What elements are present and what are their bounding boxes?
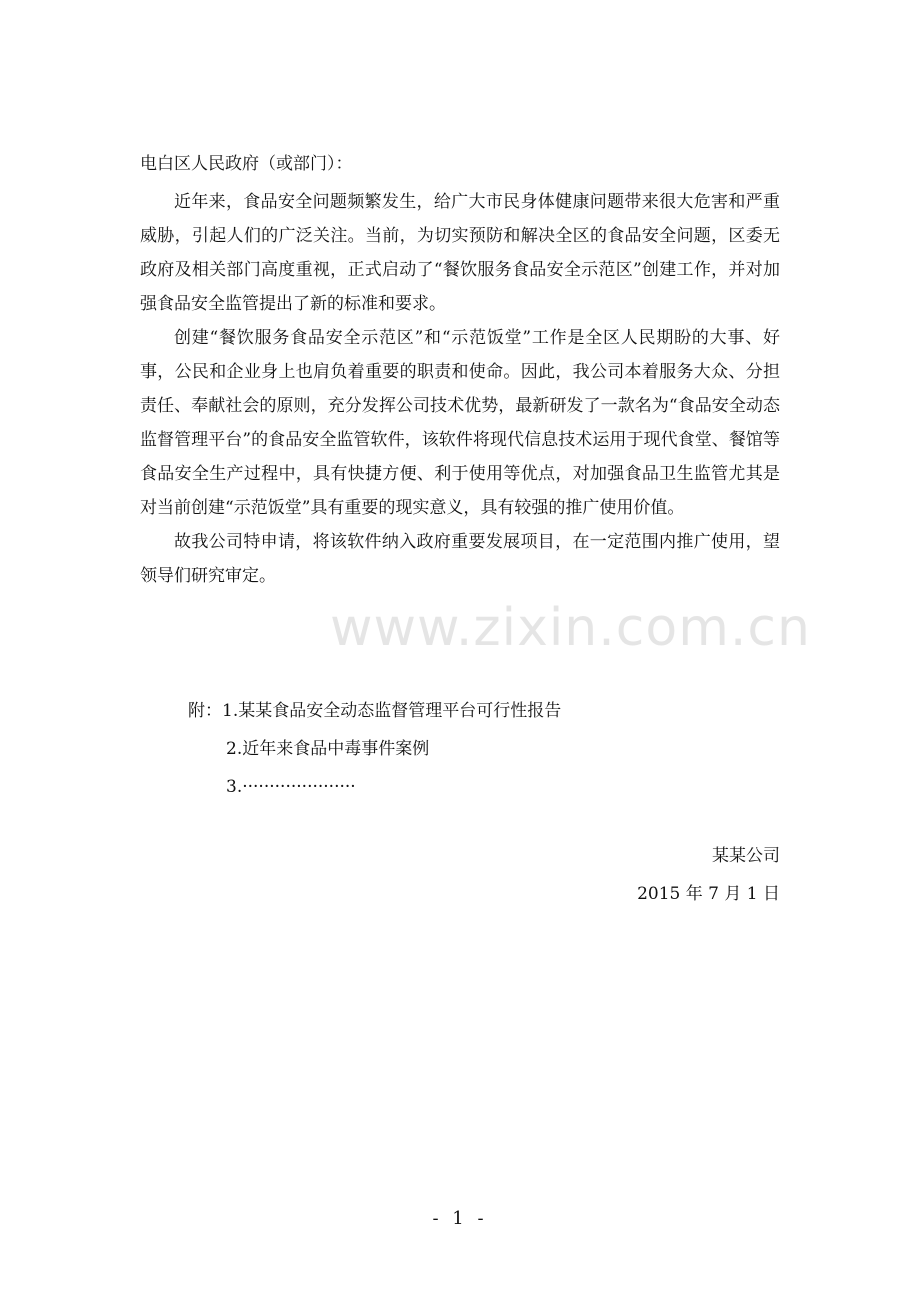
- attachment-item: [188, 768, 561, 806]
- signature-block: [637, 837, 780, 913]
- page-number: - 1 -: [432, 1208, 488, 1229]
- attachment-item: [188, 730, 561, 768]
- watermark: www.zixin.com.cn: [330, 598, 811, 658]
- paragraph-3: 故我公司特申请，将该软件纳入政府重要发展项目，在一定范围内推广使用，望领导们研究审定。: [140, 532, 780, 586]
- attachment-item-1-text: 1.某某食品安全动态监督管理平台可行性报告: [222, 701, 562, 721]
- attachments-list: [188, 692, 561, 806]
- salutation: 电白区人民政府（或部门）：: [140, 154, 353, 174]
- paragraph-1: 近年来，食品安全问题频繁发生，给广大市民身体健康问题带来很大危害和严重威胁，引起人们的广泛关注。当前，为切实预防和解决全区的食品安全问题，区委无政府及相关部门高度重视，正式启动了“餐饮服务食品安全示范区”创建工作，并对加强食品安全监管提出了新的标准和要求。: [140, 192, 780, 314]
- company-name: 某某公司: [712, 846, 780, 866]
- paragraph-2: 创建“餐饮服务食品安全示范区”和“示范饭堂”工作是全区人民期盼的大事、好事，公民和企业身上也肩负着重要的职责和使命。因此，我公司本着服务大众、分担责任、奉献社会的原则，充分发挥公司技术优势，最新研发了一款名为“食品安全动态监督管理平台”的食品安全监管软件，该软件将现代信息技术运用于现代食堂、餐馆等食品安全生产过程中，具有快捷方便、利于使用等优点，对加强食品卫生监管尤其是对当前创建“示范饭堂”具有重要的现实意义，具有较强的推广使用价值。: [140, 328, 780, 518]
- letter-body: [140, 185, 780, 593]
- attachments-label: 附：: [188, 701, 222, 721]
- attachment-item-3-text: 3.·····················: [226, 777, 356, 797]
- letter-date: 2015 年 7 月 1 日: [637, 884, 780, 904]
- attachment-item: [188, 692, 561, 730]
- attachment-item-2-text: 2.近年来食品中毒事件案例: [226, 739, 430, 759]
